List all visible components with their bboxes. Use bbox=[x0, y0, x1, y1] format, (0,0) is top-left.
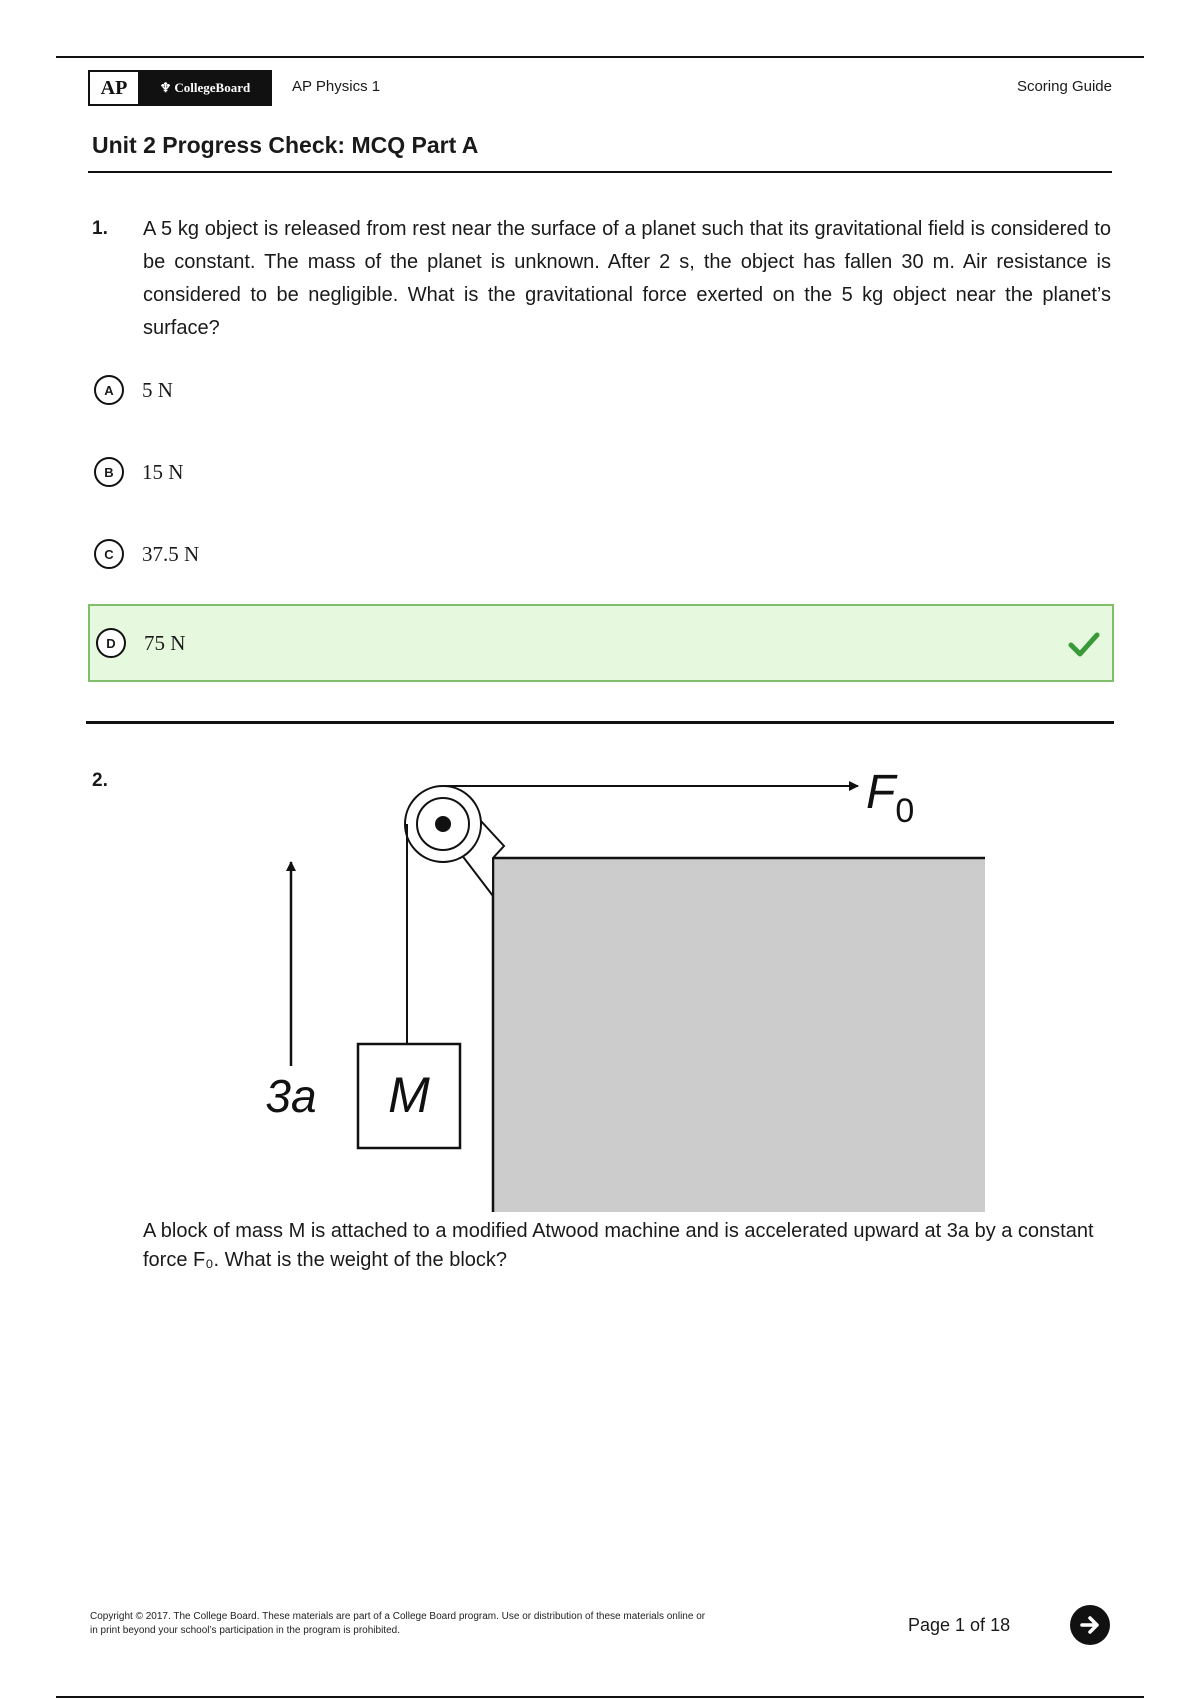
question-2-text: A block of mass M is attached to a modified Atwood machine and is accelerated upward at 3a by a constant force F₀. What is the weight of the block? bbox=[143, 1220, 1094, 1271]
question-separator bbox=[86, 721, 1114, 724]
choice-d-text: 75 N bbox=[144, 631, 186, 655]
choice-d-letter: D bbox=[96, 628, 126, 658]
question-2-number: 2. bbox=[92, 770, 108, 791]
checkmark-icon bbox=[1066, 626, 1102, 662]
ap-collegeboard-logo bbox=[88, 70, 272, 106]
title-rule bbox=[88, 171, 1112, 173]
course-name: AP Physics 1 bbox=[292, 78, 381, 95]
force-label-subscript: 0 bbox=[895, 792, 915, 830]
page-title: Unit 2 Progress Check: MCQ Part A bbox=[92, 132, 479, 158]
choice-b-letter: B bbox=[94, 457, 124, 487]
arrow-right-icon bbox=[1077, 1612, 1103, 1638]
collegeboard-logo-text: CollegeBoard bbox=[174, 80, 251, 95]
choice-d-correct[interactable] bbox=[88, 604, 1114, 682]
top-rule bbox=[56, 56, 1144, 58]
ap-logo: AP bbox=[90, 72, 140, 104]
choice-c-letter: C bbox=[94, 539, 124, 569]
force-label bbox=[866, 766, 914, 830]
force-label-main: F bbox=[866, 766, 896, 819]
choice-a-text: 5 N bbox=[142, 378, 173, 402]
question-1-number: 1. bbox=[92, 218, 108, 239]
table-block bbox=[493, 858, 985, 1212]
question-1-text: A 5 kg object is released from rest near the surface of a planet such that its gravitational field is considered to be constant. The mass of the planet is unknown. After 2 s, the object has fallen 30 m. Air resistance is considered to be negligible. What is the gravitational force exerted on the 5 kg object near the planet’s surface? bbox=[143, 218, 1111, 339]
choice-b-text: 15 N bbox=[142, 460, 184, 484]
choice-b[interactable] bbox=[88, 435, 1114, 513]
choice-a[interactable] bbox=[88, 353, 1114, 431]
pulley-axle bbox=[435, 816, 451, 832]
atwood-machine-diagram bbox=[0, 740, 1200, 1220]
acceleration-label: 3a bbox=[265, 1070, 317, 1122]
next-page-button[interactable] bbox=[1070, 1605, 1110, 1645]
acorn-icon: ♆ bbox=[159, 80, 172, 95]
choice-c-text: 37.5 N bbox=[142, 542, 200, 566]
bottom-rule bbox=[56, 1696, 1144, 1698]
choice-a-letter: A bbox=[94, 375, 124, 405]
copyright-line-2: in print beyond your school’s participation in the program is prohibited. bbox=[90, 1625, 400, 1636]
header bbox=[88, 70, 1112, 108]
scoring-guide-label: Scoring Guide bbox=[1016, 78, 1112, 95]
collegeboard-logo bbox=[140, 72, 270, 104]
mass-label: M bbox=[388, 1067, 430, 1123]
choice-c[interactable] bbox=[88, 517, 1114, 595]
copyright-notice bbox=[90, 1610, 770, 1638]
page-number: Page 1 of 18 bbox=[908, 1615, 1011, 1635]
copyright-line-1: Copyright © 2017. The College Board. These materials are part of a College Board program. Use or distribution of these materials online or bbox=[90, 1611, 706, 1622]
